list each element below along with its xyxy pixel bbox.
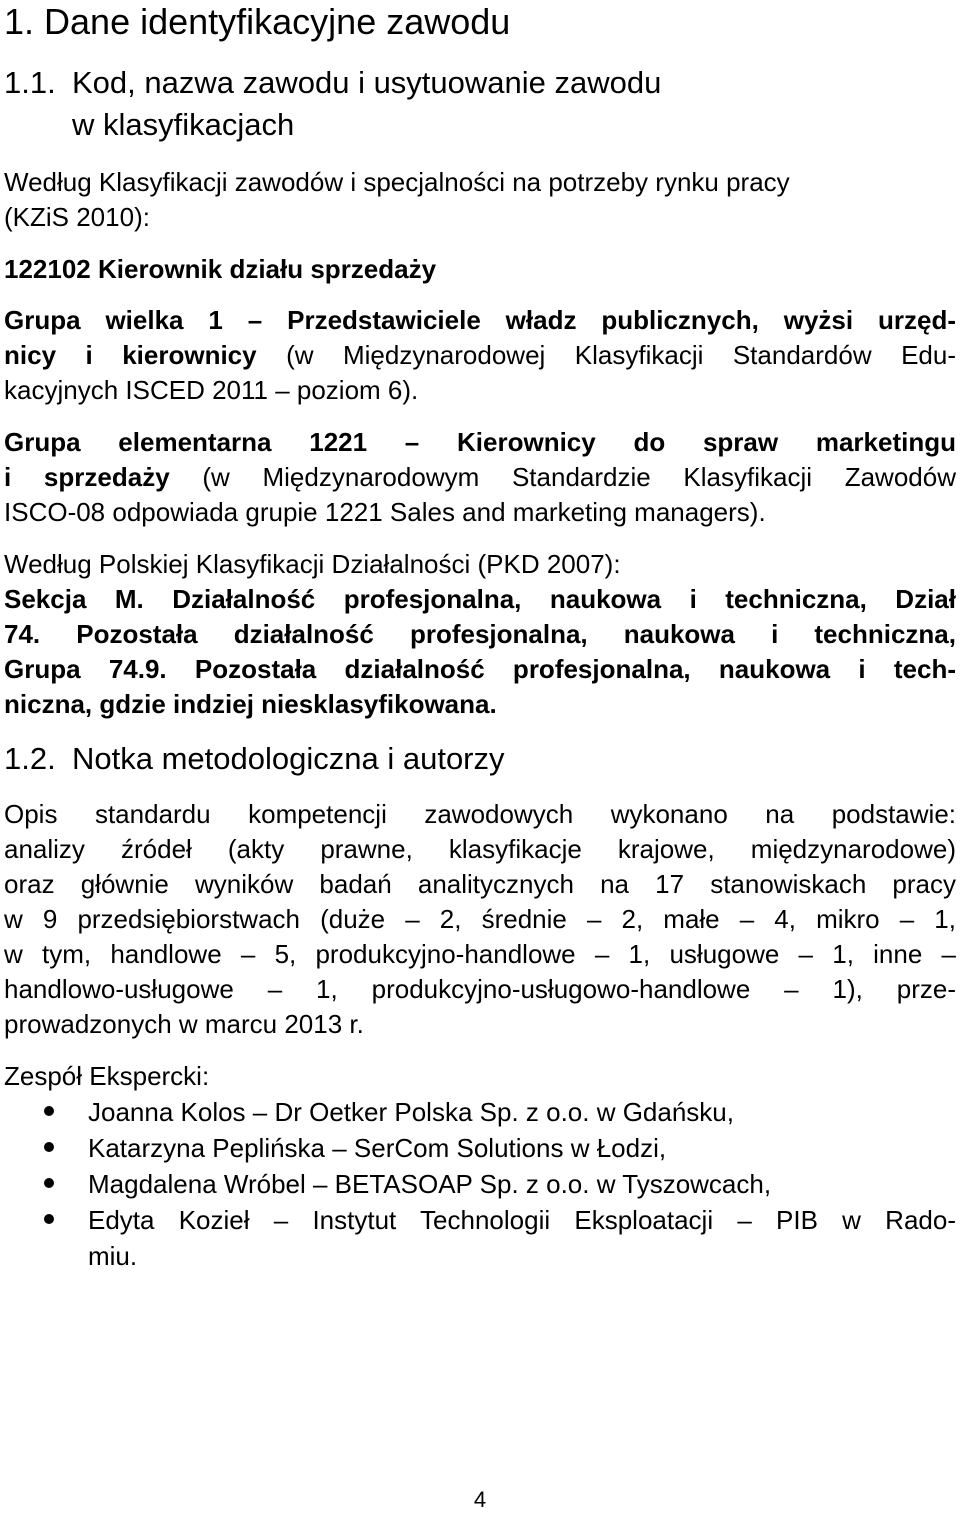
- notka-paragraph: [4, 797, 956, 1042]
- section-heading: 1. Dane identyfikacyjne zawodu: [4, 1, 511, 42]
- kzis-intro: [4, 165, 956, 235]
- list-item: [4, 1130, 956, 1166]
- kzis-intro-line1: Według Klasyfikacji zawodów i specjalności na potrzeby rynku pracy: [4, 167, 790, 197]
- expert-team-label: Zespół Ekspercki:: [4, 1061, 210, 1091]
- grupa-elementarna-line1: Grupa elementarna 1221 – Kierownicy do spraw marketingu: [4, 427, 956, 457]
- expert-name: Magdalena Wróbel – BETASOAP Sp. z o.o. w Tyszowcach,: [88, 1169, 772, 1199]
- kzis-intro-line2: (KZiS 2010):: [4, 202, 150, 232]
- bullet-icon: [44, 1142, 54, 1152]
- pkd-line1: Sekcja M. Działalność profesjonalna, naukowa i techniczna, Dział: [4, 584, 956, 614]
- grupa-elementarna-paragraph: [4, 425, 956, 530]
- grupa-wielka-line3: kacyjnych ISCED 2011 – poziom 6).: [4, 375, 419, 405]
- occupation-code-name: 122102 Kierownik działu sprzedaży: [4, 254, 437, 284]
- subsection-number: 1.2.: [4, 741, 56, 776]
- subsection-number: 1.1.: [4, 65, 56, 100]
- grupa-wielka-line1: Grupa wielka 1 – Przedstawiciele władz publicznych, wyżsi urzęd-: [4, 305, 956, 335]
- grupa-elementarna-line2: [4, 460, 956, 495]
- grupa-wielka-line2-rest: (w Międzynarodowej Klasyfikacji Standardów Edu-: [256, 340, 956, 370]
- notka-line3: oraz głównie wyników badań analitycznych na 17 stanowiskach pracy: [4, 869, 956, 899]
- notka-line6: handlowo-usługowe – 1, produkcyjno-usługowo-handlowe – 1), prze-: [4, 974, 956, 1004]
- notka-line5: w tym, handlowe – 5, produkcyjno-handlowe – 1, usługowe – 1, inne –: [4, 939, 956, 969]
- notka-line2: analizy źródeł (akty prawne, klasyfikacje krajowe, międzynarodowe): [4, 834, 956, 864]
- bullet-icon: [44, 1214, 54, 1224]
- page-number: 4: [473, 1487, 487, 1512]
- notka-line4: w 9 przedsiębiorstwach (duże – 2, średnie – 2, małe – 4, mikro – 1,: [4, 904, 956, 934]
- grupa-elementarna-line2-rest: (w Międzynarodowym Standardzie Klasyfikacji Zawodów: [169, 462, 956, 492]
- expert-list: [4, 1094, 956, 1274]
- notka-line7: prowadzonych w marcu 2013 r.: [4, 1009, 364, 1039]
- bullet-icon: [44, 1106, 54, 1116]
- pkd-line2: 74. Pozostała działalność profesjonalna, naukowa i techniczna,: [4, 619, 956, 649]
- subsection-title-line2: w klasyfikacjach: [72, 107, 295, 142]
- subsection-title: Notka metodologiczna i autorzy: [72, 741, 505, 776]
- expert-name: Joanna Kolos – Dr Oetker Polska Sp. z o.o. w Gdańsku,: [88, 1097, 734, 1127]
- grupa-elementarna-line2-bold: i sprzedaży: [4, 462, 170, 492]
- subsection-heading-1-1: [4, 62, 661, 146]
- list-item: [4, 1094, 956, 1130]
- expert-name-line1: Edyta Kozieł – Instytut Technologii Eksploatacji – PIB w Rado-: [88, 1205, 956, 1235]
- pkd-line4: niczna, gdzie indziej niesklasyfikowana.: [4, 689, 497, 719]
- list-item: [4, 1202, 956, 1274]
- grupa-wielka-line2-bold: nicy i kierownicy: [4, 340, 257, 370]
- pkd-classification: [4, 582, 956, 722]
- notka-line1: Opis standardu kompetencji zawodowych wykonano na podstawie:: [4, 799, 956, 829]
- grupa-wielka-paragraph: [4, 303, 956, 408]
- grupa-wielka-line2: [4, 338, 956, 373]
- subsection-title-line1: Kod, nazwa zawodu i usytuowanie zawodu: [72, 65, 662, 100]
- grupa-elementarna-line3: ISCO-08 odpowiada grupie 1221 Sales and marketing managers).: [4, 497, 766, 527]
- bullet-icon: [44, 1178, 54, 1188]
- pkd-line3: Grupa 74.9. Pozostała działalność profesjonalna, naukowa i tech-: [4, 654, 956, 684]
- list-item: [4, 1166, 956, 1202]
- subsection-heading-1-2: [4, 738, 505, 780]
- pkd-intro: Według Polskiej Klasyfikacji Działalności (PKD 2007):: [4, 549, 621, 579]
- expert-name: Katarzyna Peplińska – SerCom Solutions w Łodzi,: [88, 1133, 667, 1163]
- expert-name-line2: miu.: [88, 1241, 138, 1271]
